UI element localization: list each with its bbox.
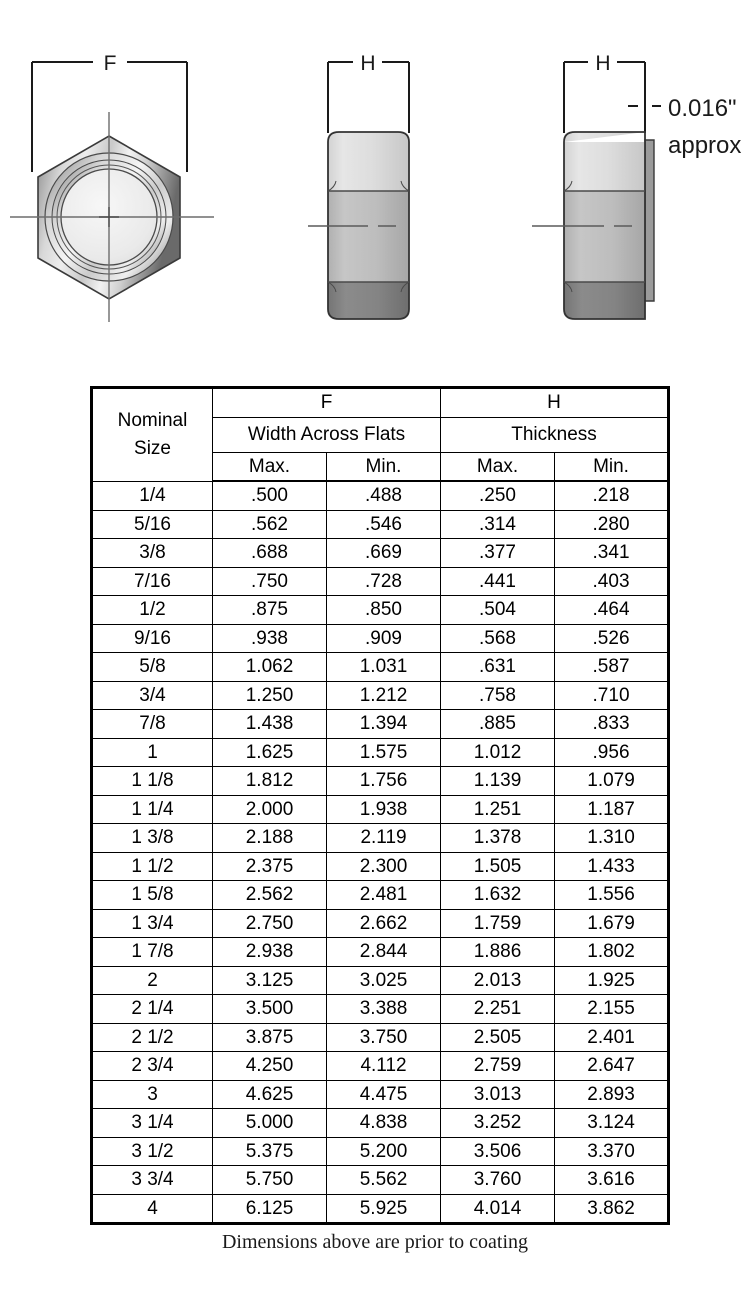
- cell-nominal-size: 1/2: [92, 596, 213, 625]
- cell-f-max: 5.750: [213, 1166, 327, 1195]
- cell-nominal-size: 9/16: [92, 624, 213, 653]
- hex-nut-dimension-table: [90, 386, 670, 1225]
- table-row: [92, 995, 669, 1024]
- cell-h-min: .526: [555, 624, 669, 653]
- table-row: [92, 1052, 669, 1081]
- table-row: [92, 1023, 669, 1052]
- header-group-h: H: [441, 388, 669, 418]
- cell-f-max: 1.438: [213, 710, 327, 739]
- cell-h-max: 2.013: [441, 966, 555, 995]
- cell-f-max: 5.000: [213, 1109, 327, 1138]
- cell-nominal-size: 2 1/2: [92, 1023, 213, 1052]
- cell-h-max: .631: [441, 653, 555, 682]
- cell-h-max: .758: [441, 681, 555, 710]
- cell-h-min: .464: [555, 596, 669, 625]
- cell-nominal-size: 1 1/2: [92, 852, 213, 881]
- cell-nominal-size: 2 3/4: [92, 1052, 213, 1081]
- cell-h-min: .956: [555, 738, 669, 767]
- table-row: [92, 653, 669, 682]
- cell-h-max: 3.252: [441, 1109, 555, 1138]
- cell-nominal-size: 1 1/8: [92, 767, 213, 796]
- cell-h-max: 3.013: [441, 1080, 555, 1109]
- cell-f-max: 2.188: [213, 824, 327, 853]
- cell-h-max: 2.505: [441, 1023, 555, 1052]
- cell-h-max: 1.378: [441, 824, 555, 853]
- cell-h-min: .403: [555, 567, 669, 596]
- cell-h-max: .377: [441, 539, 555, 568]
- cell-h-min: 2.401: [555, 1023, 669, 1052]
- cell-f-min: .909: [327, 624, 441, 653]
- cell-f-min: 1.575: [327, 738, 441, 767]
- table-row: [92, 795, 669, 824]
- header-thickness: Thickness: [441, 418, 669, 453]
- table-body: [92, 481, 669, 1224]
- cell-f-min: 1.031: [327, 653, 441, 682]
- cell-nominal-size: 7/8: [92, 710, 213, 739]
- cell-h-max: 1.505: [441, 852, 555, 881]
- cell-nominal-size: 3/4: [92, 681, 213, 710]
- washer-face-strip: [645, 140, 654, 301]
- washer-face-note-line2: approx: [668, 132, 742, 159]
- cell-f-min: 2.844: [327, 938, 441, 967]
- header-width-across-flats: Width Across Flats: [213, 418, 441, 453]
- cell-h-max: .441: [441, 567, 555, 596]
- cell-nominal-size: 1 7/8: [92, 938, 213, 967]
- header-f-max: Max.: [213, 453, 327, 482]
- cell-f-min: .546: [327, 510, 441, 539]
- table-row: [92, 767, 669, 796]
- washer-face-note-leader: [628, 80, 661, 133]
- table-row: [92, 567, 669, 596]
- cell-f-min: 4.112: [327, 1052, 441, 1081]
- cell-f-min: .669: [327, 539, 441, 568]
- cell-f-min: 4.475: [327, 1080, 441, 1109]
- cell-h-max: 4.014: [441, 1194, 555, 1224]
- cell-f-max: 1.062: [213, 653, 327, 682]
- cell-nominal-size: 3 1/2: [92, 1137, 213, 1166]
- cell-f-min: 4.838: [327, 1109, 441, 1138]
- cell-h-min: 1.679: [555, 909, 669, 938]
- cell-nominal-size: 4: [92, 1194, 213, 1224]
- cell-f-max: .938: [213, 624, 327, 653]
- header-group-f: F: [213, 388, 441, 418]
- cell-h-min: 2.893: [555, 1080, 669, 1109]
- cell-h-max: 3.506: [441, 1137, 555, 1166]
- cell-h-min: 2.647: [555, 1052, 669, 1081]
- cell-nominal-size: 7/16: [92, 567, 213, 596]
- cell-h-min: 3.124: [555, 1109, 669, 1138]
- cell-nominal-size: 1 5/8: [92, 881, 213, 910]
- cell-f-max: 2.562: [213, 881, 327, 910]
- cell-h-min: 1.310: [555, 824, 669, 853]
- table-row: [92, 881, 669, 910]
- table-row: [92, 909, 669, 938]
- table-caption: Dimensions above are prior to coating: [221, 1231, 529, 1253]
- cell-h-min: 3.862: [555, 1194, 669, 1224]
- cell-h-min: 2.155: [555, 995, 669, 1024]
- hex-nut-side-view: [290, 0, 490, 372]
- cell-nominal-size: 5/16: [92, 510, 213, 539]
- hex-nut-top-view: [0, 0, 260, 372]
- table-row: [92, 1166, 669, 1195]
- cell-f-min: 3.750: [327, 1023, 441, 1052]
- cell-h-min: .833: [555, 710, 669, 739]
- cell-h-max: .250: [441, 481, 555, 510]
- cell-nominal-size: 3: [92, 1080, 213, 1109]
- table-row: [92, 738, 669, 767]
- table-row: [92, 1137, 669, 1166]
- header-h-min: Min.: [555, 453, 669, 482]
- table-row: [92, 510, 669, 539]
- cell-f-max: 4.250: [213, 1052, 327, 1081]
- cell-f-max: 3.125: [213, 966, 327, 995]
- cell-nominal-size: 5/8: [92, 653, 213, 682]
- cell-h-max: .314: [441, 510, 555, 539]
- cell-h-max: 3.760: [441, 1166, 555, 1195]
- cell-h-min: .587: [555, 653, 669, 682]
- table-row: [92, 596, 669, 625]
- cell-f-min: 5.925: [327, 1194, 441, 1224]
- cell-f-max: 5.375: [213, 1137, 327, 1166]
- cell-h-min: 1.433: [555, 852, 669, 881]
- cell-f-max: 2.938: [213, 938, 327, 967]
- cell-f-max: .750: [213, 567, 327, 596]
- dimension-label-h: H: [360, 52, 376, 75]
- header-h-max: Max.: [441, 453, 555, 482]
- cell-h-max: 1.759: [441, 909, 555, 938]
- cell-nominal-size: 1 3/8: [92, 824, 213, 853]
- cell-nominal-size: 3 1/4: [92, 1109, 213, 1138]
- cell-f-max: .875: [213, 596, 327, 625]
- table-row: [92, 710, 669, 739]
- header-f-min: Min.: [327, 453, 441, 482]
- cell-nominal-size: 3/8: [92, 539, 213, 568]
- cell-f-min: 2.119: [327, 824, 441, 853]
- cell-h-min: 1.925: [555, 966, 669, 995]
- cell-h-max: 1.139: [441, 767, 555, 796]
- cell-f-min: 2.481: [327, 881, 441, 910]
- cell-f-max: 3.500: [213, 995, 327, 1024]
- table-header: [92, 388, 669, 482]
- cell-f-max: .562: [213, 510, 327, 539]
- cell-h-max: 2.759: [441, 1052, 555, 1081]
- dimension-label-f: F: [103, 52, 117, 75]
- header-nominal-size-line2: Size: [134, 437, 171, 459]
- table-row: [92, 852, 669, 881]
- cell-f-max: 3.875: [213, 1023, 327, 1052]
- table-header-group-row: [92, 388, 669, 418]
- header-nominal-size: [92, 388, 213, 482]
- cell-f-max: 2.000: [213, 795, 327, 824]
- cell-f-max: 1.812: [213, 767, 327, 796]
- cell-h-max: 1.251: [441, 795, 555, 824]
- cell-h-min: 1.556: [555, 881, 669, 910]
- cell-nominal-size: 1 3/4: [92, 909, 213, 938]
- hex-nut-side-view-washer-face: [520, 0, 750, 372]
- table-row: [92, 624, 669, 653]
- drawings-panel: [0, 0, 750, 372]
- table-row: [92, 539, 669, 568]
- table-row: [92, 1080, 669, 1109]
- cell-f-max: .688: [213, 539, 327, 568]
- cell-h-max: 1.632: [441, 881, 555, 910]
- cell-h-min: .218: [555, 481, 669, 510]
- cell-h-max: 2.251: [441, 995, 555, 1024]
- table-row: [92, 966, 669, 995]
- cell-h-max: .504: [441, 596, 555, 625]
- cell-nominal-size: 1/4: [92, 481, 213, 510]
- cell-f-max: 1.625: [213, 738, 327, 767]
- cell-f-min: 2.300: [327, 852, 441, 881]
- cell-f-max: 6.125: [213, 1194, 327, 1224]
- table-row: [92, 824, 669, 853]
- dimension-table-wrapper: [90, 386, 670, 1225]
- cell-nominal-size: 1: [92, 738, 213, 767]
- table-row: [92, 481, 669, 510]
- table-row: [92, 1194, 669, 1224]
- cell-h-max: .885: [441, 710, 555, 739]
- cell-h-min: .280: [555, 510, 669, 539]
- cell-h-min: 1.187: [555, 795, 669, 824]
- cell-f-max: 2.375: [213, 852, 327, 881]
- cell-f-min: 3.025: [327, 966, 441, 995]
- cell-h-min: 3.370: [555, 1137, 669, 1166]
- cell-f-min: 2.662: [327, 909, 441, 938]
- cell-h-min: .341: [555, 539, 669, 568]
- header-nominal-size-line1: Nominal: [117, 409, 188, 431]
- cell-h-max: 1.012: [441, 738, 555, 767]
- table-row: [92, 1109, 669, 1138]
- cell-nominal-size: 2 1/4: [92, 995, 213, 1024]
- cell-h-min: 3.616: [555, 1166, 669, 1195]
- cell-f-max: 4.625: [213, 1080, 327, 1109]
- cell-f-min: 5.562: [327, 1166, 441, 1195]
- cell-h-min: 1.079: [555, 767, 669, 796]
- cell-f-min: 1.394: [327, 710, 441, 739]
- table-row: [92, 681, 669, 710]
- cell-h-max: .568: [441, 624, 555, 653]
- cell-f-max: 2.750: [213, 909, 327, 938]
- cell-h-max: 1.886: [441, 938, 555, 967]
- cell-h-min: 1.802: [555, 938, 669, 967]
- cell-f-min: .850: [327, 596, 441, 625]
- cell-f-min: 1.212: [327, 681, 441, 710]
- cell-nominal-size: 3 3/4: [92, 1166, 213, 1195]
- cell-nominal-size: 2: [92, 966, 213, 995]
- washer-face-note-line1: 0.016": [668, 95, 737, 122]
- cell-f-max: 1.250: [213, 681, 327, 710]
- cell-f-min: 1.756: [327, 767, 441, 796]
- cell-f-max: .500: [213, 481, 327, 510]
- cell-f-min: 1.938: [327, 795, 441, 824]
- table-row: [92, 938, 669, 967]
- cell-f-min: 3.388: [327, 995, 441, 1024]
- cell-f-min: .488: [327, 481, 441, 510]
- cell-f-min: .728: [327, 567, 441, 596]
- dimension-label-h: H: [595, 52, 611, 75]
- cell-nominal-size: 1 1/4: [92, 795, 213, 824]
- cell-f-min: 5.200: [327, 1137, 441, 1166]
- cell-h-min: .710: [555, 681, 669, 710]
